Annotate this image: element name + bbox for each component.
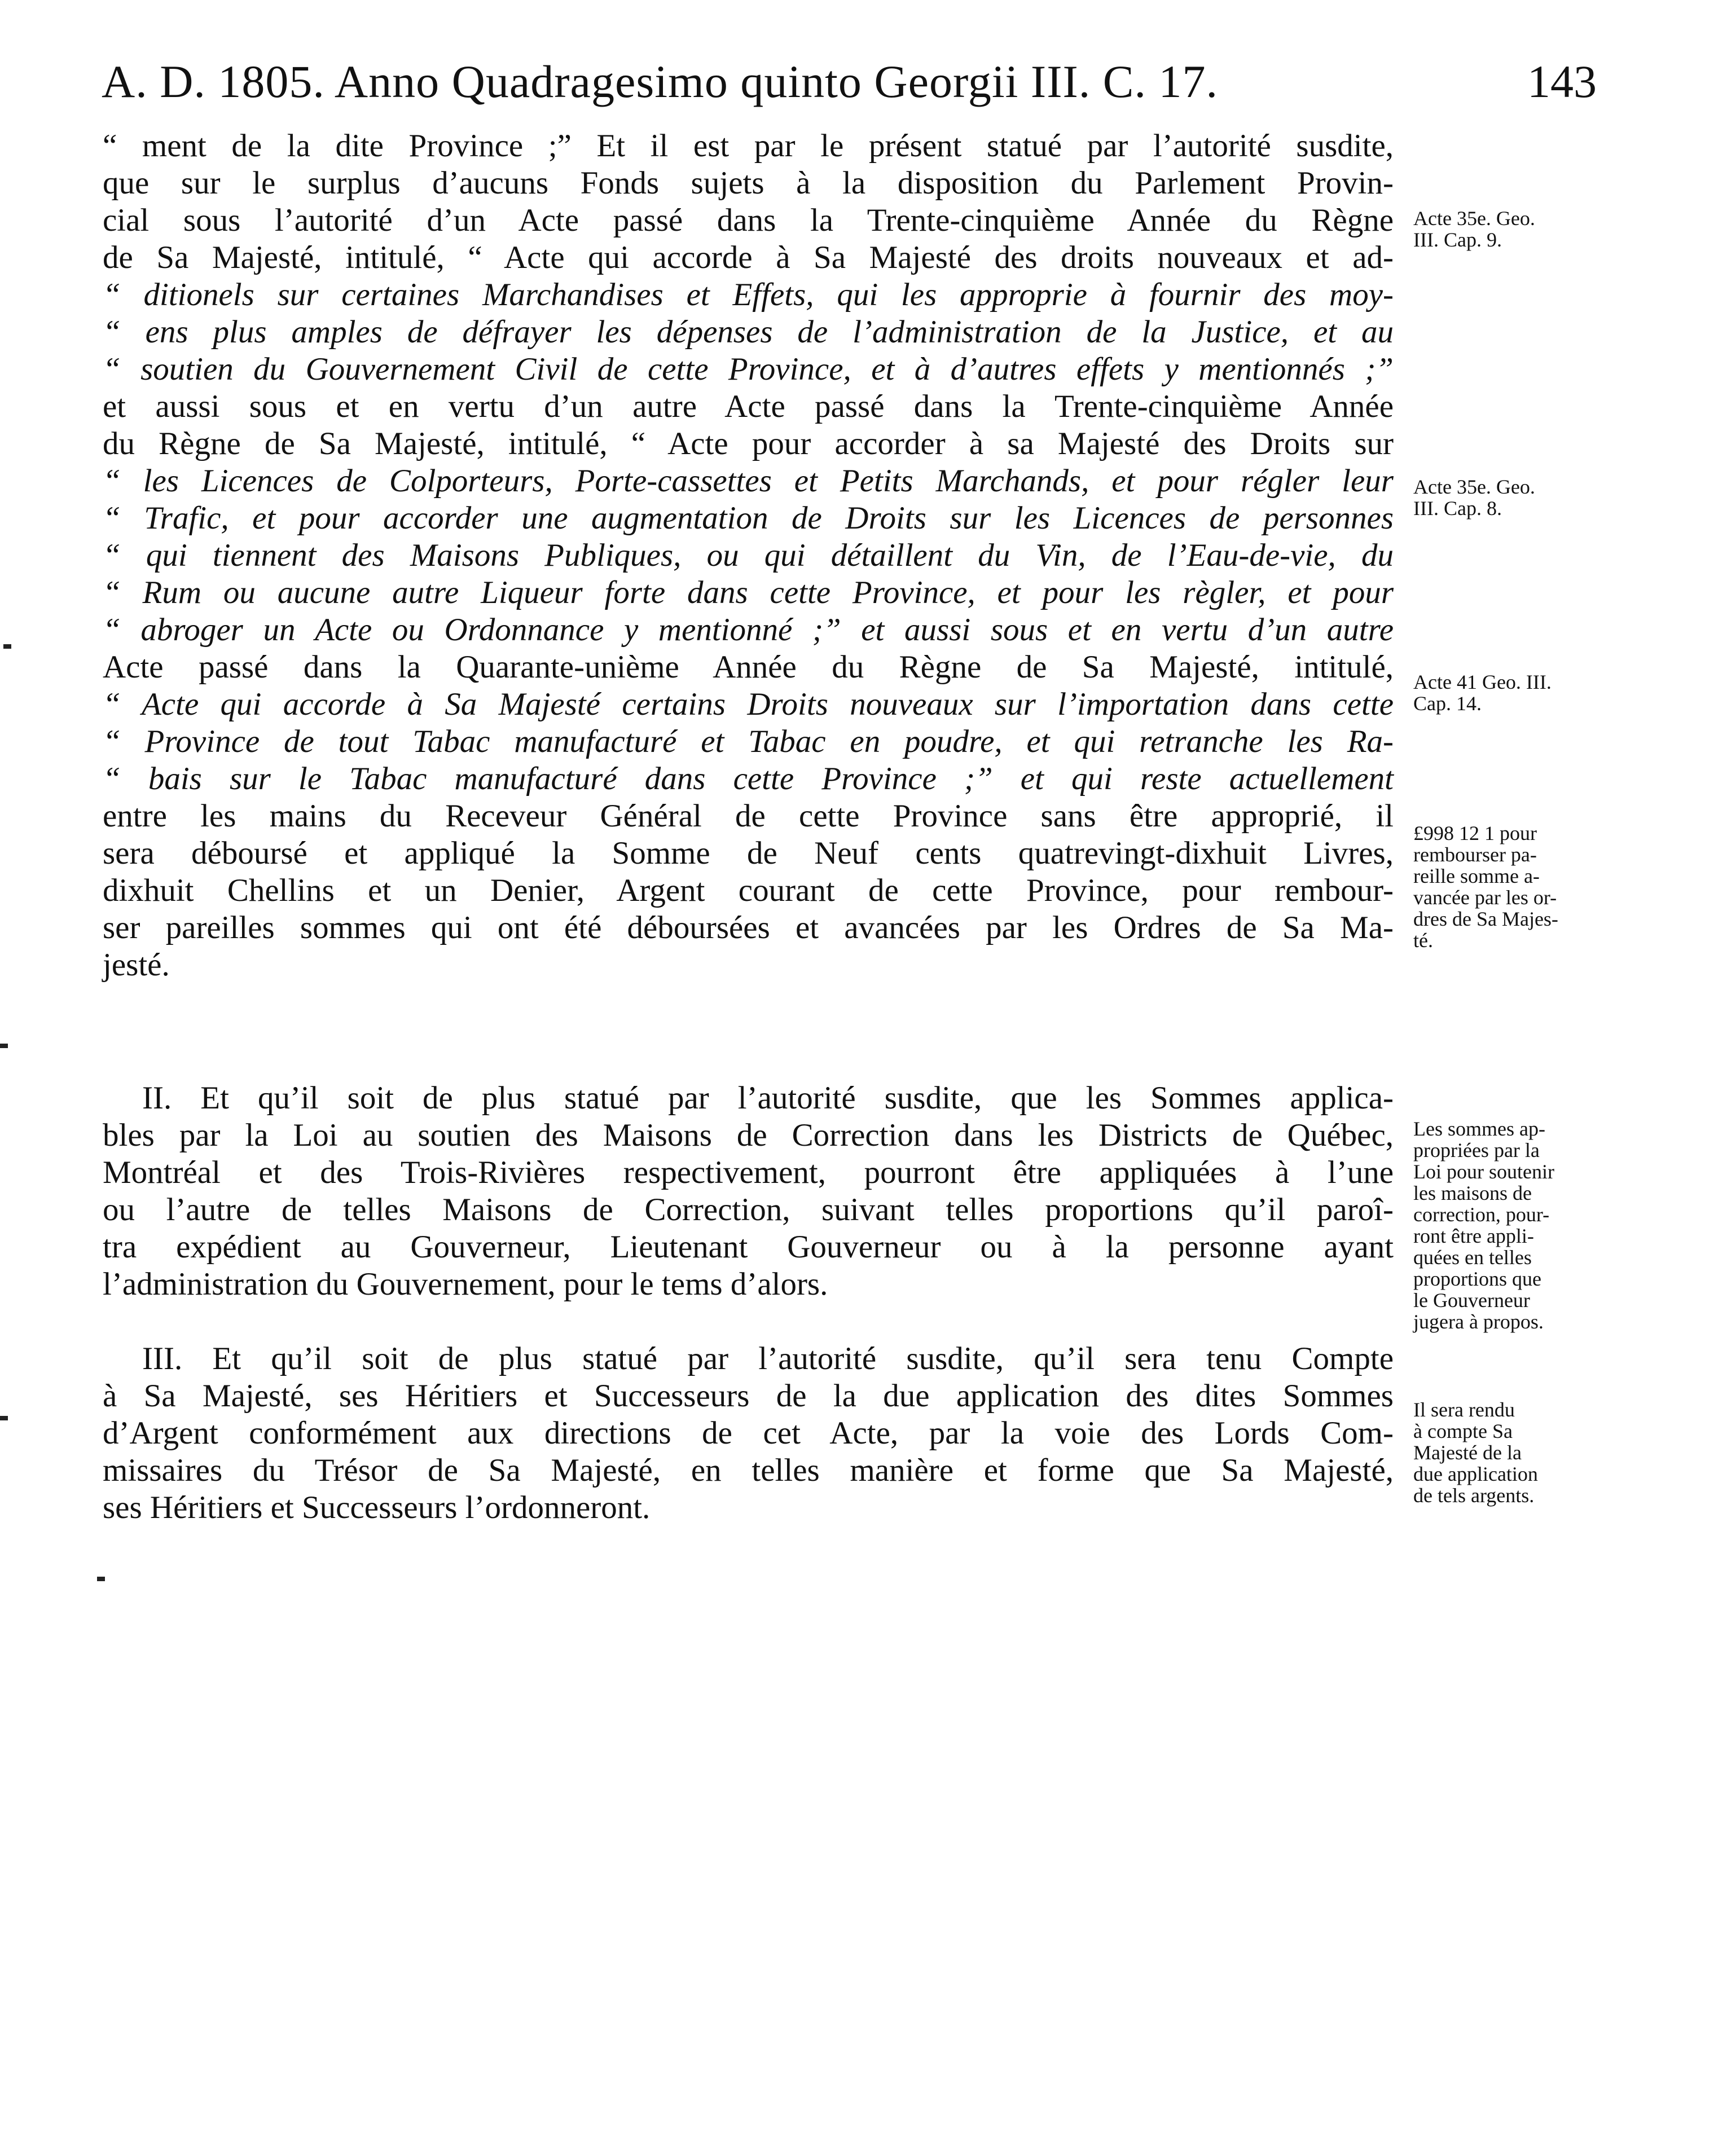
text-line: “ soutien du Gouvernement Civil de cette Province, et à d’autres effets y mentionnés ;” [103,351,1394,387]
margin-note-line: proportions que [1413,1268,1541,1290]
margin-note-line: Il sera rendu [1413,1398,1515,1421]
margin-note-1 [1413,208,1577,250]
margin-note-line: III. Cap. 8. [1413,497,1502,520]
margin-note-line: ront être appli- [1413,1225,1534,1247]
margin-note-line: reille somme a- [1413,865,1540,887]
margin-note-line: Acte 35e. Geo. [1413,207,1535,230]
margin-note-4 [1413,822,1577,951]
margin-note-line: à compte Sa [1413,1420,1513,1442]
text-line: “ Province de tout Tabac manufacturé et Tabac en poudre, et qui retranche les Ra- [103,724,1394,759]
margin-note-line: jugera à propos. [1413,1310,1544,1333]
text-line: de Sa Majesté, intitulé, “ Acte qui accorde à Sa Majesté des droits nouveaux et ad- [103,240,1394,275]
text-line: “ ens plus amples de défrayer les dépenses de l’administration de la Justice, et au [103,314,1394,350]
text-line: tra expédient au Gouverneur, Lieutenant Gouverneur ou à la personne ayant [103,1229,1394,1265]
paragraph-2 [103,1080,1394,1303]
margin-note-3 [1413,671,1577,714]
text-line: III. Et qu’il soit de plus statué par l’autorité susdite, qu’il sera tenu Compte [142,1341,1394,1376]
text-line: dixhuit Chellins et un Denier, Argent courant de cette Province, pour rembour- [103,873,1394,908]
margin-note-line: dres de Sa Majes- [1413,908,1558,930]
text-line: “ abroger un Acte ou Ordonnance y mentionné ;” et aussi sous et en vertu d’un autre [103,612,1394,648]
margin-note-line: due application [1413,1463,1538,1485]
text-line: II. Et qu’il soit de plus statué par l’autorité susdite, que les Sommes applica- [142,1080,1394,1116]
text-line: et aussi sous et en vertu d’un autre Acte passé dans la Trente-cinquième Année [103,389,1394,424]
text-line: ser pareilles sommes qui ont été déboursées et avancées par les Ordres de Sa Ma- [103,910,1394,945]
margin-note-line: Acte 41 Geo. III. [1413,671,1552,693]
running-title: A. D. 1805. Anno Quadragesimo quinto Georgii III. C. 17. [102,56,1218,107]
margin-note-line: propriées par la [1413,1139,1540,1161]
paragraph-1 [103,127,1394,984]
page-header [102,51,1597,113]
margin-note-line: £998 12 1 pour [1413,822,1537,844]
margin-note-line: les maisons de [1413,1182,1532,1204]
text-line: Montréal et des Trois-Rivières respectivement, pourront être appliquées à l’une [103,1155,1394,1190]
margin-note-line: correction, pour- [1413,1203,1550,1226]
scan-speck [97,1577,105,1581]
text-line: Acte passé dans la Quarante-unième Année du Règne de Sa Majesté, intitulé, [103,649,1394,685]
scan-speck [3,644,11,649]
margin-note-line: Acte 35e. Geo. [1413,476,1535,498]
margin-note-line: Les sommes ap- [1413,1117,1545,1140]
margin-note-line: Cap. 14. [1413,692,1482,715]
page-number: 143 [1527,56,1597,107]
margin-note-2 [1413,476,1577,519]
text-line: sera déboursé et appliqué la Somme de Neuf cents quatrevingt-dixhuit Livres, [103,835,1394,871]
text-line: “ les Licences de Colporteurs, Porte-cassettes et Petits Marchands, et pour régler leur [103,463,1394,499]
text-line: l’administration du Gouvernement, pour le tems d’alors. [103,1266,828,1302]
margin-note-line: rembourser pa- [1413,843,1537,866]
margin-note-line: quées en telles [1413,1246,1532,1269]
text-line: bles par la Loi au soutien des Maisons de Correction dans les Districts de Québec, [103,1117,1394,1153]
text-line: à Sa Majesté, ses Héritiers et Successeurs de la due application des dites Sommes [103,1378,1394,1414]
text-line: “ Rum ou aucune autre Liqueur forte dans cette Province, et pour les règler, et pour [103,575,1394,610]
text-line: missaires du Trésor de Sa Majesté, en telles manière et forme que Sa Majesté, [103,1453,1394,1488]
paragraph-3 [103,1340,1394,1526]
text-line: “ ment de la dite Province ;” Et il est par le présent statué par l’autorité susdite, [103,128,1394,164]
text-line: “ bais sur le Tabac manufacturé dans cette Province ;” et qui reste actuellement [103,761,1394,797]
text-line: “ Acte qui accorde à Sa Majesté certains Droits nouveaux sur l’importation dans cette [103,687,1394,722]
margin-note-6 [1413,1399,1577,1506]
text-line: d’Argent conformément aux directions de cet Acte, par la voie des Lords Com- [103,1415,1394,1451]
text-line: cial sous l’autorité d’un Acte passé dans la Trente-cinquième Année du Règne [103,203,1394,238]
margin-note-line: de tels argents. [1413,1484,1535,1507]
text-line: “ ditionels sur certaines Marchandises et Effets, qui les approprie à fournir des moy- [103,277,1394,313]
margin-note-line: le Gouverneur [1413,1289,1530,1312]
text-line: ses Héritiers et Successeurs l’ordonneront. [103,1490,651,1525]
main-text-column [103,127,1394,1526]
margin-note-line: vancée par les or- [1413,886,1557,909]
margin-note-line: Majesté de la [1413,1441,1522,1464]
margin-note-5 [1413,1118,1577,1332]
text-line: que sur le surplus d’aucuns Fonds sujets à la disposition du Parlement Provin- [103,165,1394,201]
text-line: entre les mains du Receveur Général de cette Province sans être approprié, il [103,798,1394,834]
text-line: “ Trafic, et pour accorder une augmentation de Droits sur les Licences de personnes [103,500,1394,536]
scan-speck [0,1044,8,1048]
text-line: jesté. [103,947,170,983]
margin-note-line: III. Cap. 9. [1413,228,1502,251]
margin-note-line: té. [1413,929,1433,952]
text-line: du Règne de Sa Majesté, intitulé, “ Acte pour accorder à sa Majesté des Droits sur [103,426,1394,461]
text-line: “ qui tiennent des Maisons Publiques, ou qui détaillent du Vin, de l’Eau-de-vie, du [103,538,1394,573]
scan-speck [0,1416,8,1420]
margin-note-line: Loi pour soutenir [1413,1160,1554,1183]
text-line: ou l’autre de telles Maisons de Correction, suivant telles proportions qu’il paroî- [103,1192,1394,1227]
